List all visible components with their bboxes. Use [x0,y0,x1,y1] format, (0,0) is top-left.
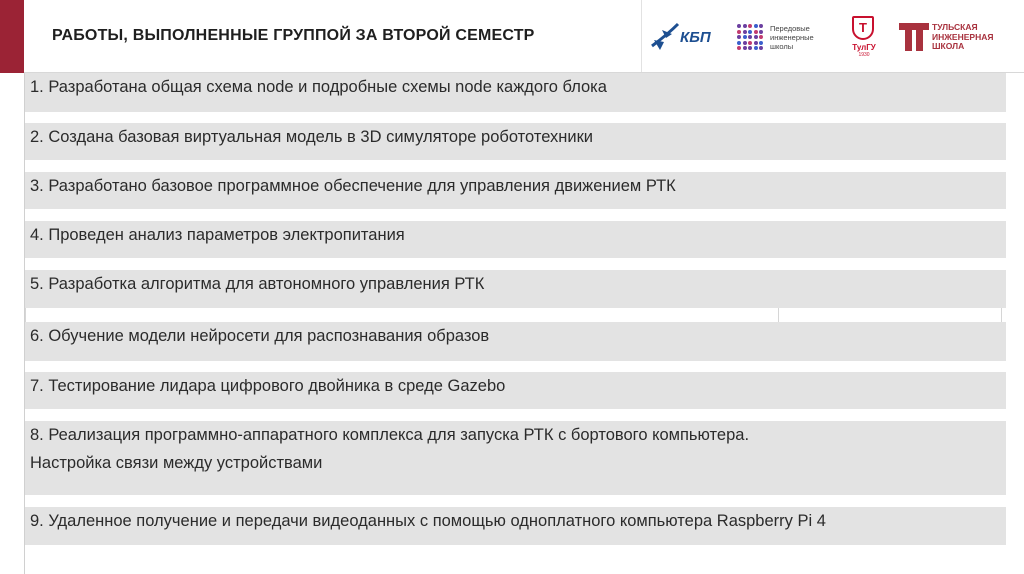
tis-logo-icon [899,23,929,51]
pis-line-1: Передовые [770,24,810,33]
pis-logo-text [770,24,814,51]
list-item [25,221,1006,258]
list-item-text: 1. Разработана общая схема node и подробные схемы node каждого блока [30,78,607,96]
grid-lines [25,308,1006,322]
tulgu-logo-year: 1930 [858,52,870,58]
list-item-text: 5. Разработка алгоритма для автономного управления РТК [30,275,485,293]
list-item-text: 7. Тестирование лидара цифрового двойника в среде Gazebo [30,377,506,395]
list-item-text: 2. Создана базовая виртуальная модель в 3D симуляторе робототехники [30,128,594,146]
tis-line-1: ТУЛЬСКАЯ [932,22,978,32]
list-item [25,507,1006,545]
list-item [25,322,1006,361]
pis-line-3: школы [770,42,794,51]
page-title: РАБОТЫ, ВЫПОЛНЕННЫЕ ГРУППОЙ ЗА ВТОРОЙ СЕМЕСТР [52,27,535,44]
list-item-text: 3. Разработано базовое программное обеспечение для управления движением РТК [30,177,676,195]
list-item-text: 6. Обучение модели нейросети для распознавания образов [30,327,490,345]
list-item-text-continuation: Настройка связи между устройствами [30,454,323,472]
list-item-text: 4. Проведен анализ параметров электропитания [30,226,405,244]
tulgu-mark: Т [859,20,867,35]
list-item [25,421,1006,495]
list-item-text: 8. Реализация программно-аппаратного комплекса для запуска РТК с бортового компьютера. [30,426,750,444]
tulgu-logo [844,16,884,58]
list-item [25,73,1006,112]
header-divider [641,0,642,72]
pis-logo [737,24,832,52]
tulgu-shield-icon [852,16,874,40]
list-item [25,270,1006,308]
tis-logo [899,22,1009,54]
list-item [25,123,1006,160]
tis-logo-text [932,23,993,52]
tis-line-3: ШКОЛА [932,41,965,51]
kbp-logo-icon [650,20,680,52]
list-item [25,372,1006,409]
tis-line-2: ИНЖЕНЕРНАЯ [932,31,994,42]
list-item [25,172,1006,209]
list-item-text: 9. Удаленное получение и передачи видеоданных с помощью одноплатного компьютера Raspberry Pi 4 [30,512,826,530]
accent-strip [0,0,24,73]
pis-line-2: инженерные [770,33,814,42]
tulgu-logo-text: ТулГУ [852,43,876,52]
kbp-logo [650,20,720,52]
kbp-logo-text: КБП [680,29,711,46]
dots-grid-icon [737,24,763,50]
